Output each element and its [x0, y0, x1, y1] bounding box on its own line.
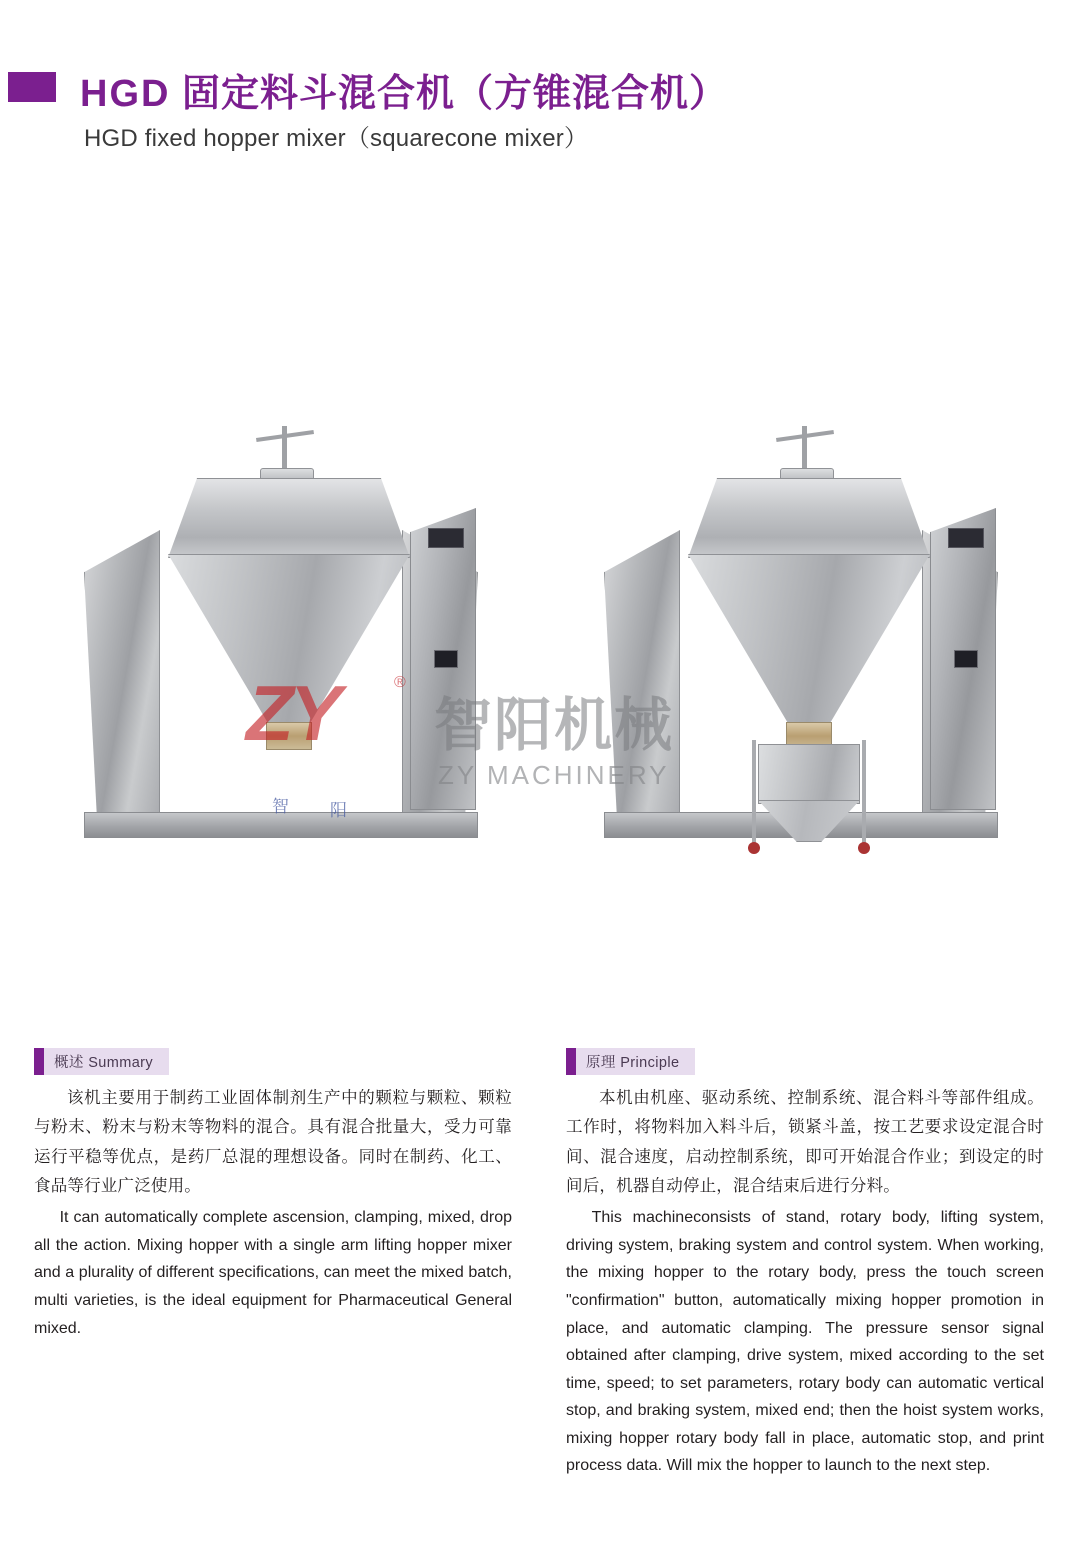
page-title-model: HGD: [80, 73, 171, 115]
control-panel-screen: [428, 528, 464, 548]
section-tag-summary: 概述 Summary: [34, 1048, 169, 1075]
principle-paragraph-cn: 本机由机座、驱动系统、控制系统、混合料斗等部件组成。工作时，将物料加入料斗后，锁紧斗盖，按工艺要求设定混合时间、混合速度，启动控制系统，即可开始混合作业；到设定的时间后，机器自动停止，混合结束后进行分料。: [566, 1089, 1044, 1196]
section-summary: [34, 1048, 512, 1345]
hopper-cone: [168, 554, 410, 726]
watermark-registered-icon: ®: [394, 674, 406, 691]
header-accent-marker: [8, 72, 56, 102]
summary-paragraph-en: It can automatically complete ascension, clamping, mixed, drop all the action. Mixing hopper with a single arm lifting hopper mixer and a plurality of different specifications, can meet the mixed batch, multi varieties, is the ideal equipment for Pharmaceutical General mixed.: [34, 1209, 512, 1337]
watermark-logo-text: ZY: [246, 669, 338, 757]
bin-frame-left: [752, 740, 756, 848]
watermark-brand-cn: 智阳机械: [434, 693, 675, 758]
section-tag-principle: 原理 Principle: [566, 1048, 695, 1075]
machine-leg-left: [84, 530, 160, 832]
machine-brand-stamp-2: 阳: [330, 801, 347, 820]
watermark-brand-en: ZY MACHINERY: [438, 760, 670, 790]
control-panel-screen: [948, 528, 984, 548]
principle-paragraph-en: This machineconsists of stand, rotary body, lifting system, driving system, braking system and control system. When working, the mixing hopper to the rotary body, press the touch screen "confirmation" button, automatically mixing hopper promotion in place, and automatic clamping. The pressure sensor signal obtained after clamping, drive system, mixed according to the set time, speed; to set parameters, rotary body can automatic vertical stop, and braking system, mixed end; then the hoist system works, mixing hopper rotary body fall in place, automatic stop, and print process data. Will mix the hopper to launch to the next step.: [566, 1209, 1044, 1475]
discharge-bin-body: [758, 744, 860, 804]
machine-brand-stamp-1: 智: [272, 797, 289, 816]
product-photo: [0, 200, 1080, 820]
hopper-cone: [688, 554, 930, 726]
bin-caster-right: [858, 842, 870, 854]
page-header: [0, 62, 1080, 172]
bin-caster-left: [748, 842, 760, 854]
control-panel-indicator: [434, 650, 458, 668]
hopper-upper-body: [688, 478, 930, 558]
machine-leg-left: [604, 530, 680, 832]
page-subtitle: HGD fixed hopper mixer（squarecone mixer）: [84, 125, 589, 152]
page-title: [80, 62, 728, 117]
summary-paragraph-cn: 该机主要用于制药工业固体制剂生产中的颗粒与颗粒、颗粒与粉末、粉末与粉末等物料的混合。具有混合批量大，受力可靠运行平稳等优点，是药厂总混的理想设备。同时在制药、化工、食品等行业广泛使用。: [34, 1089, 512, 1196]
page-title-cn-text: 固定料斗混合机（方锥混合机）: [182, 73, 729, 115]
brand-watermark: [246, 668, 846, 798]
hopper-upper-body: [168, 478, 410, 558]
hopper-discharge-neck: [266, 722, 312, 750]
control-panel-indicator: [954, 650, 978, 668]
bin-frame-right: [862, 740, 866, 848]
section-principle: [566, 1048, 1044, 1483]
